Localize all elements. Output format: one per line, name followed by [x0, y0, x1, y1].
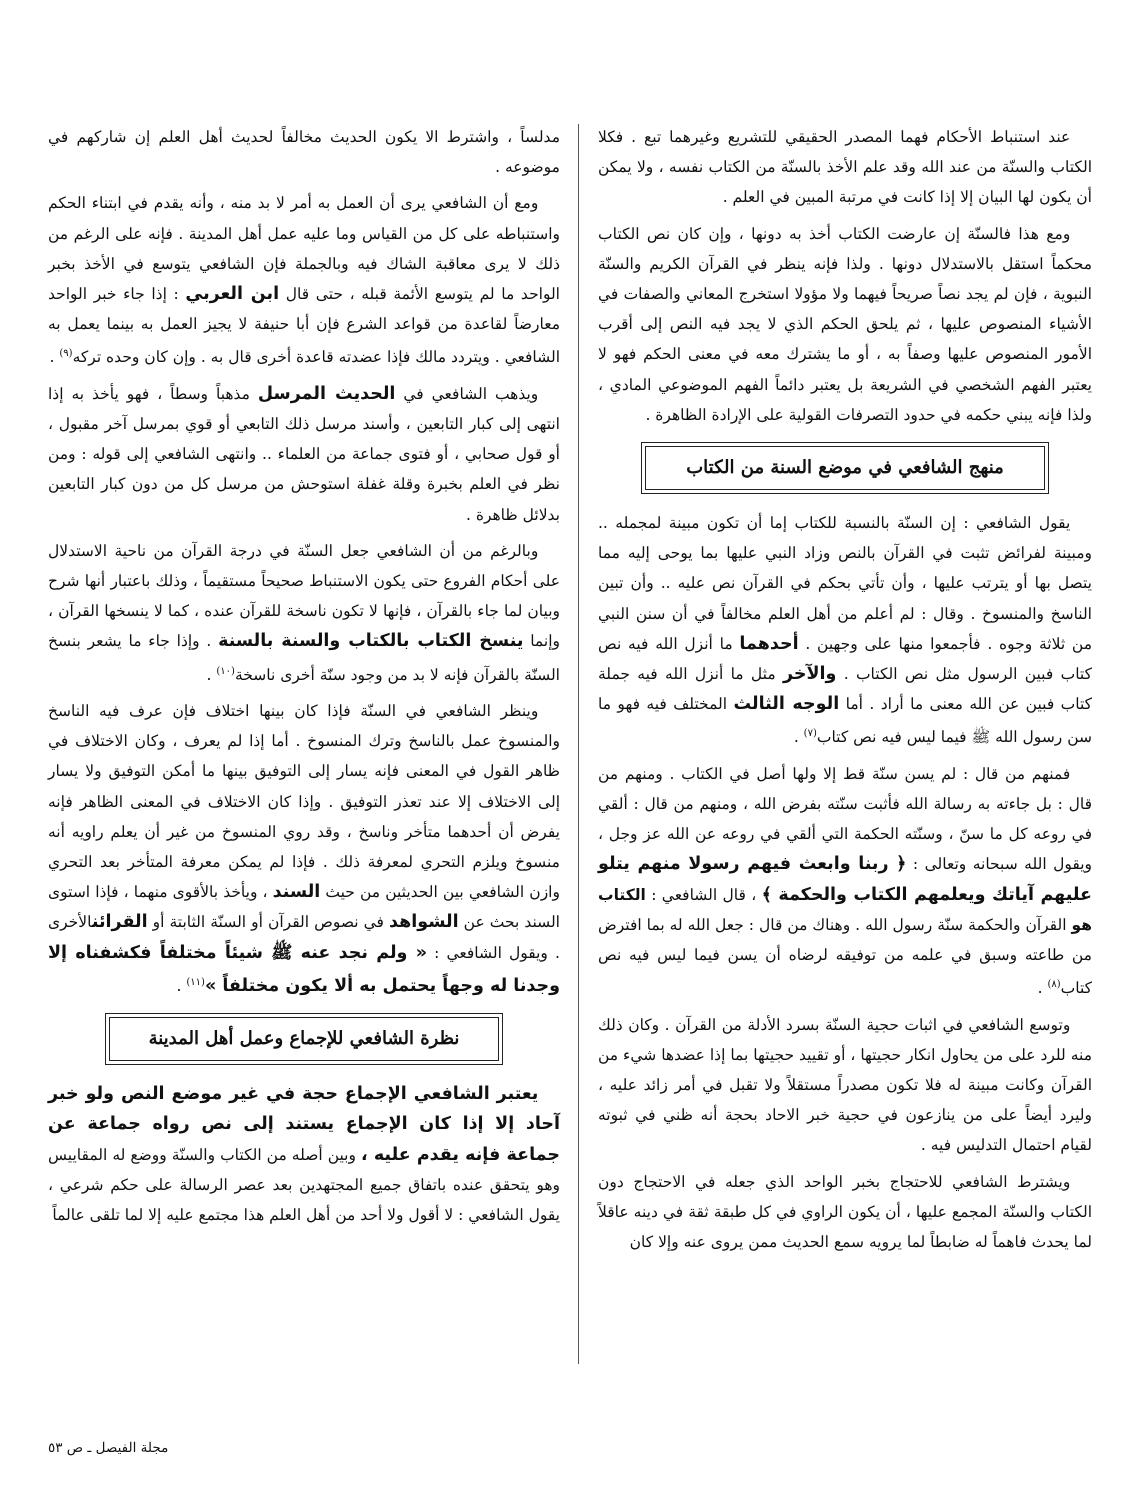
footnote-ref: (٩)	[59, 348, 73, 360]
page-footer: مجلة الفيصل ـ ص ٥٣	[48, 1440, 169, 1456]
bold-term: ابن العربي	[185, 284, 280, 305]
paragraph-text: القرآن والحكمة سنّة رسول الله . وهناك من قال : جعل الله له بما افترض من طاعته وسبق في علمه من توفيقه لرضاه أن يسن فيما ليس فيه نص كتاب	[598, 915, 1092, 998]
paragraph-text: مثل ما أنزل الله فيه جملة كتاب فبين عن الله معنى ما أراد . أما	[598, 665, 1093, 714]
paragraph	[48, 1079, 560, 1230]
paragraph	[598, 122, 1092, 213]
footnote-ref: (٨)	[1047, 979, 1061, 991]
paragraph	[48, 122, 560, 182]
paragraph-text: مذهباً وسطاً ، فهو يأخذ به إذا انتهى إلى كبار التابعين ، وأسند مرسل ذلك التابعي أو قوي بمرسل آخر مقبول ، أو قول صحابي ، أو فتوى جماعة من العلماء .. وانتهى الشافعي إلى قوله : ومن نظر في العلم بخبرة وقلة غفلة استوحش من مرسل كل من دون كبار التابعين بدلائل ظاهرة .	[48, 384, 560, 524]
paragraph: يقول الشافعي : إن السنّة بالنسبة للكتاب إما أن تكون مبينة لمجمله .. ومبينة لفرائض تثبت في القرآن بالنص وزاد النبي عليها بما يوحى إليه مما يتصل بها أو يترتب عليها ، وأن تأتي بحكم في القرآن نص عليه .. وأن تبين الناسخ والمنسوخ . وقال : لم أعلم من أهل العلم مخالفاً في أن سنن النبي من ثلاثة وجوه . فأجمعوا منها على وجهين . أحدهما ما أنزل الله فيه نص كتاب فبين الرسول مثل نص الكتاب . والآخر مثل ما أنزل الله فيه جملة كتاب فبين عن الله معنى ما أراد . أما الوجه الثالث المختلف فيه فهو ما سن رسول الله ﷺ فيما ليس فيه نص كتاب$^{(٧)}$ .	[598, 514, 1093, 747]
left-column	[48, 122, 560, 1230]
bold-term: الحديث المرسل	[257, 383, 396, 404]
paragraph	[598, 1010, 1092, 1161]
paragraph-text: في نصوص القرآن أو السنّة الثابتة أو	[152, 913, 384, 932]
paragraph-text: وبين أصله من الكتاب والسنّة ووضع له المقاييس وهو يتحقق عنده باتفاق جميع المجتهدين بعد عصر الرسالة على حكم شرعي ، يقول الشافعي : لا أقول ولا أحد من أهل العلم هذا مجتمع عليه إلا لما تلقى عالماً	[48, 1145, 560, 1224]
paragraph	[48, 379, 560, 530]
bold-term: السند	[272, 882, 321, 903]
paragraph-text: وينظر الشافعي في السنّة فإذا كان بينها اختلاف فإن عرف فيه الناسخ والمنسوخ عمل بالناسخ وترك المنسوخ . أما إذا لم يعرف ، وكان الاختلاف في ظاهر القول في المعنى فإنه يسار إلى التوفيق بينها ما أمكن التوفيق ولا يسار إلى الاختلاف إلا عند تعذر التوفيق . وإذا كان الاختلاف في المعنى الظاهر فإنه يفرض أن أحدهما متأخر وناسخ ، وقد روي المنسوخ من غير أن يعلم راويه أنه منسوخ ويلزم التحري لمعرفة ذلك . فإذا لم يمكن معرفة المتأخر بعد التحري وازن الشافعي بين الحديثين من حيث	[48, 701, 560, 902]
paragraph: وينظر الشافعي في السنّة فإذا كان بينها اختلاف فإن عرف فيه الناسخ والمنسوخ عمل بالناسخ وترك المنسوخ . أما إذا لم يعرف ، وكان الاختلاف في ظاهر القول في المعنى فإنه يسار إلى التوفيق بينها ما أمكن التوفيق ولا يسار إلى الاختلاف إلا عند تعذر التوفيق . وإذا كان الاختلاف في المعنى الظاهر فإنه يفرض أن أحدهما متأخر وناسخ ، وقد روي المنسوخ من غير أن يعلم راويه أنه منسوخ ويلزم التحري لمعرفة ذلك . فإذا لم يمكن معرفة المتأخر بعد التحري وازن الشافعي بين الحديثين من حيث السند ، ويأخذ بالأقوى منهما ، فإذا استوى السند بحث عن الشواهد في نصوص القرآن أو السنّة الثابتة أو القرائنالأخرى . ويقول الشافعي : « ولم نجد عنه ﷺ شيئاً مختلفاً فكشفناه إلا وجدنا له وجهاً يحتمل به ألا يكون مختلفاً »$^{(١١)}$ .	[48, 701, 560, 996]
paragraph-text: ومع أن الشافعي يرى أن العمل به أمر لا بد منه ، وأنه يقدم في ابتناء الحكم واستنباطه على كل من القياس وما عليه عمل أهل المدينة . فإنه على الرغم من ذلك لا يرى معاقبة الشاك فيه وبالجملة فإن الشافعي يتوسع في الأخذ بخبر الواحد ما لم يتوسع الأئمة قبله ، حتى قال	[48, 194, 560, 304]
footnote-ref: (١١)	[186, 976, 205, 988]
bold-term: الشواهد	[389, 912, 459, 933]
footnote-ref: (٧)	[803, 728, 817, 740]
paragraph-text: مدلساً ، واشترط الا يكون الحديث مخالفاً لحديث أهل العلم إن شاركهم في موضوعه .	[48, 128, 560, 177]
paragraph	[598, 219, 1092, 430]
section-heading-box	[641, 442, 1049, 494]
paragraph-text: عند استنباط الأحكام فهما المصدر الحقيقي للتشريع وغيرهما تبع . فكلا الكتاب والسنّة من عند الله وقد علم الأخذ بالسنّة من الكتاب نفسه ، ولا يمكن أن يكون لها البيان إلا إذا كانت في مرتبة المبين في العلم .	[598, 128, 1092, 207]
paragraph-text: ويشترط الشافعي للاحتجاج بخبر الواحد الذي جعله في الاحتجاج دون الكتاب والسنّة المجمع عليها ، أن يكون الراوي في كل طبقة ثقة في دينه عاقلاً لما يحدث فاهماً له ضابطاً لما يرويه سمع الحديث ممن يروى عنه وإلا كان	[598, 1172, 1092, 1252]
paragraph-text: وتوسع الشافعي في اثبات حجية السنّة بسرد الأدلة من القرآن . وكان ذلك منه للرد على من يحاول انكار حجيتها ، أو تقييد حجيتها بما إذا عضدها شيء من القرآن وكانت مبينة له فلا تكون مصدراً مستقلاً ولا تقبل في أمر زائد عليه ، وليرد أيضاً على من ينازعون في حجية خبر الاحاد بحجة أنه ظني في ثبوته لقيام احتمال التدليس فيه .	[598, 1015, 1092, 1155]
bold-term: القرائن	[91, 912, 148, 933]
footnote-ref: (١٠)	[216, 665, 235, 677]
paragraph-text: ويذهب الشافعي في	[403, 384, 539, 403]
quran-verse: ﴿ ربنا وابعث فيهم رسولا منهم يتلو عليهم آياتك ويعلمهم الكتاب والحكمة ﴾	[598, 854, 1092, 905]
column-divider	[578, 124, 579, 1364]
paragraph-text: ما أنزل الله فيه نص كتاب فبين الرسول مثل نص الكتاب .	[598, 634, 1092, 684]
paragraph-text: وبالرغم من أن الشافعي جعل السنّة في درجة القرآن من ناحية الاستدلال على أحكام الفروع حتى يكون الاستنباط صحيحاً مستقيماً ، وذلك باعتبار أنها شرح وبيان لما جاء بالقرآن ، فإنها لا تكون ناسخة للقرآن عنده ، كما لا ينسخها القرآن ، وإنما	[48, 541, 560, 651]
paragraph-text: ، ويأخذ بالأقوى منهما ، فإذا استوى السند بحث عن	[48, 883, 560, 932]
paragraph-text: ، قال الشافعي :	[651, 885, 757, 904]
bold-term: الكتاب هو	[598, 885, 1092, 934]
section-heading-box	[105, 1013, 503, 1065]
paragraph-text: : إذا جاء خبر الواحد معارضاً لقاعدة من قواعد الشرع فإن أبا حنيفة لا يجيز العمل به بينما يعمل به الشافعي . ويتردد مالك فإذا عضدته قاعدة أخرى قال به . وإن كان وحده تركه	[48, 285, 560, 367]
right-column	[598, 122, 1092, 1257]
bold-term: والآخر	[782, 664, 837, 685]
bold-term: أحدهما	[739, 633, 799, 654]
bold-term: ينسخ الكتاب بالكتاب والسنة بالسنة	[218, 631, 524, 652]
section-heading: منهج الشافعي في موضع السنة من الكتاب	[645, 446, 1045, 490]
paragraph-text: يقول الشافعي : إن السنّة بالنسبة للكتاب إما أن تكون مبينة لمجمله .. ومبينة لفرائض تثبت في القرآن بالنص وزاد النبي عليها بما يوحى إليه مما يتصل بها أو يترتب عليها ، وأن تأتي بحكم في القرآن نص عليه .. وأن تبين الناسخ والمنسوخ . وقال : لم أعلم من أهل العلم مخالفاً في أن سنن النبي من ثلاثة وجوه . فأجمعوا منها على وجهين .	[598, 514, 1092, 653]
section-heading: نظرة الشافعي للإجماع وعمل أهل المدينة	[109, 1017, 499, 1061]
paragraph-text: ومع هذا فالسنّة إن عارضت الكتاب أخذ به دونها ، وإن كان نص الكتاب محكماً استقل بالاستدلال دونها . ولذا فإنه ينظر في القرآن الكريم والسنّة النبوية ، فإن لم يجد نصاً صريحاً فيهما ولا مؤولا استخرج المعاني والصفات في الأشياء المنصوص عليها ، ثم يلحق الحكم الذي لا يجد فيه النص إلى أقرب الأمور المنصوص عليها وصفاً به ، أو ما يشترك معه في معنى الحكم فهو لا يعتبر الفهم الشخصي في الشريعة بل يعتبر دائماً الفهم الموضوعي المادي ، ولذا فإنه يبني حكمه في حدود التصرفات القولية على الإرادة الظاهرة .	[598, 224, 1092, 424]
paragraph: ومع أن الشافعي يرى أن العمل به أمر لا بد منه ، وأنه يقدم في ابتناء الحكم واستنباطه على كل من القياس وما عليه عمل أهل المدينة . فإنه على الرغم من ذلك لا يرى معاقبة الشاك فيه وبالجملة فإن الشافعي يتوسع في الأخذ بخبر الواحد ما لم يتوسع الأئمة قبله ، حتى قال ابن العربي : إذا جاء خبر الواحد معارضاً لقاعدة من قواعد الشرع فإن أبا حنيفة لا يجيز العمل به بينما يعمل به الشافعي . ويتردد مالك فإذا عضدته قاعدة أخرى قال به . وإن كان وحده تركه$^{(٩)}$ .	[48, 194, 560, 367]
paragraph-text: المختلف فيه فهو ما سن رسول الله ﷺ فيما ليس فيه نص كتاب	[598, 695, 1092, 747]
bold-term: الوجه الثالث	[733, 694, 840, 715]
paragraph	[598, 1167, 1092, 1258]
paragraph-text: الأخرى . ويقول الشافعي :	[48, 913, 560, 962]
hadith-quote: « ولم نجد عنه ﷺ شيئاً مختلفاً فكشفناه إلا وجدنا له وجهاً يحتمل به ألا يكون مختلفاً »	[48, 942, 560, 996]
paragraph-text: . وإذا جاء ما يشعر بنسخ السنّة بالقرآن فإنه لا بد من وجود سنّة أخرى ناسخة	[48, 632, 560, 684]
paragraph: وبالرغم من أن الشافعي جعل السنّة في درجة القرآن من ناحية الاستدلال على أحكام الفروع حتى يكون الاستنباط صحيحاً مستقيماً ، وذلك باعتبار أنها شرح وبيان لما جاء بالقرآن ، فإنها لا تكون ناسخة للقرآن عنده ، كما لا ينسخها القرآن ، وإنما ينسخ الكتاب بالكتاب والسنة بالسنة . وإذا جاء ما يشعر بنسخ السنّة بالقرآن فإنه لا بد من وجود سنّة أخرى ناسخة$^{(١٠)}$ .	[48, 541, 560, 684]
paragraph-text: فمنهم من قال : لم يسن سنّة قط إلا ولها أصل في الكتاب . ومنهم من قال : بل جاءته به رسالة الله فأثبت سنّته بفرض الله ، ومنهم من قال : ألقي في روعه كل ما سنّ ، وسنّته الحكمة التي ألقي في روعه عن الله عز وجل ، ويقول الله سبحانه وتعالى :	[598, 764, 1093, 874]
bold-lead: يعتبر الشافعي الإجماع حجة في غير موضع النص ولو خبر آحاد إلا إذا كان الإجماع يستند إلى نص رواه جماعة عن جماعة فإنه يقدم عليه ،	[48, 1084, 560, 1165]
paragraph: فمنهم من قال : لم يسن سنّة قط إلا ولها أصل في الكتاب . ومنهم من قال : بل جاءته به رسالة الله فأثبت سنّته بفرض الله ، ومنهم من قال : ألقي في روعه كل ما سنّ ، وسنّته الحكمة التي ألقي في روعه عن الله عز وجل ، ويقول الله سبحانه وتعالى : ﴿ ربنا وابعث فيهم رسولا منهم يتلو عليهم آياتك ويعلمهم الكتاب والحكمة ﴾ ، قال الشافعي : الكتاب هو القرآن والحكمة سنّة رسول الله . وهناك من قال : جعل الله له بما افترض من طاعته وسبق في علمه من توفيقه لرضاه أن يسن فيما ليس فيه نص كتاب$^{(٨)}$ .	[598, 764, 1093, 998]
